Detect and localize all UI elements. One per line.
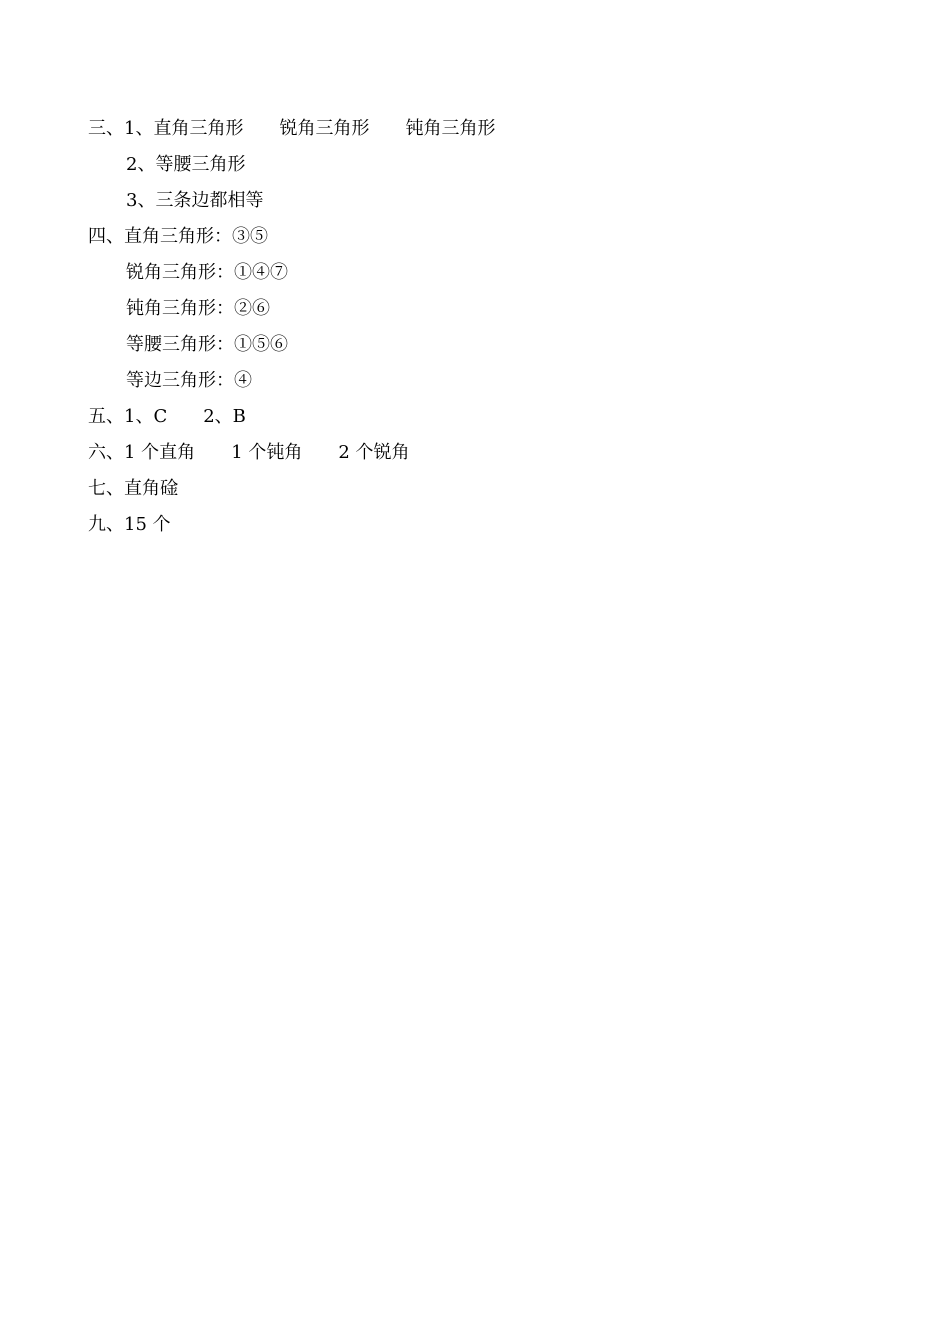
answer-q7: 七、直角碒 (88, 478, 178, 499)
answer-q4-prefix: 四、 (88, 226, 124, 247)
answer-q6-a: 1 个直角 (124, 442, 196, 463)
answer-q4-equilateral: 等边三角形：④ (126, 370, 252, 391)
answer-q3-item3: 3、三条边都相等 (126, 190, 264, 211)
answer-q5-prefix: 五、 (88, 406, 124, 427)
answer-q3-acute-triangle: 锐角三角形 (279, 118, 370, 139)
answer-list (88, 111, 888, 543)
answer-q6 (88, 435, 888, 471)
answer-q4-right-text: 直角三角形：③⑤ (124, 226, 268, 247)
answer-q5-a: 1、C (124, 406, 168, 427)
answer-q5 (88, 399, 888, 435)
answer-q6-prefix: 六、 (88, 442, 124, 463)
answer-q3-prefix: 三、1、 (88, 118, 154, 139)
answer-q5-b: 2、B (203, 406, 246, 427)
answer-q3-obtuse-triangle: 钝角三角形 (405, 118, 496, 139)
answer-q4-isosceles: 等腰三角形：①⑤⑥ (126, 334, 288, 355)
answer-q4-obtuse: 钝角三角形：②⑥ (126, 298, 270, 319)
answer-q6-b: 1 个钝角 (231, 442, 303, 463)
answer-q3-item2: 2、等腰三角形 (126, 154, 246, 175)
answer-q4-acute: 锐角三角形：①④⑦ (126, 262, 288, 283)
answer-q9: 九、15 个 (88, 514, 171, 535)
answer-q3-item1 (88, 111, 888, 147)
answer-q3-right-triangle: 直角三角形 (153, 118, 244, 139)
answer-q4-right (88, 219, 888, 255)
answer-q6-c: 2 个锐角 (338, 442, 410, 463)
